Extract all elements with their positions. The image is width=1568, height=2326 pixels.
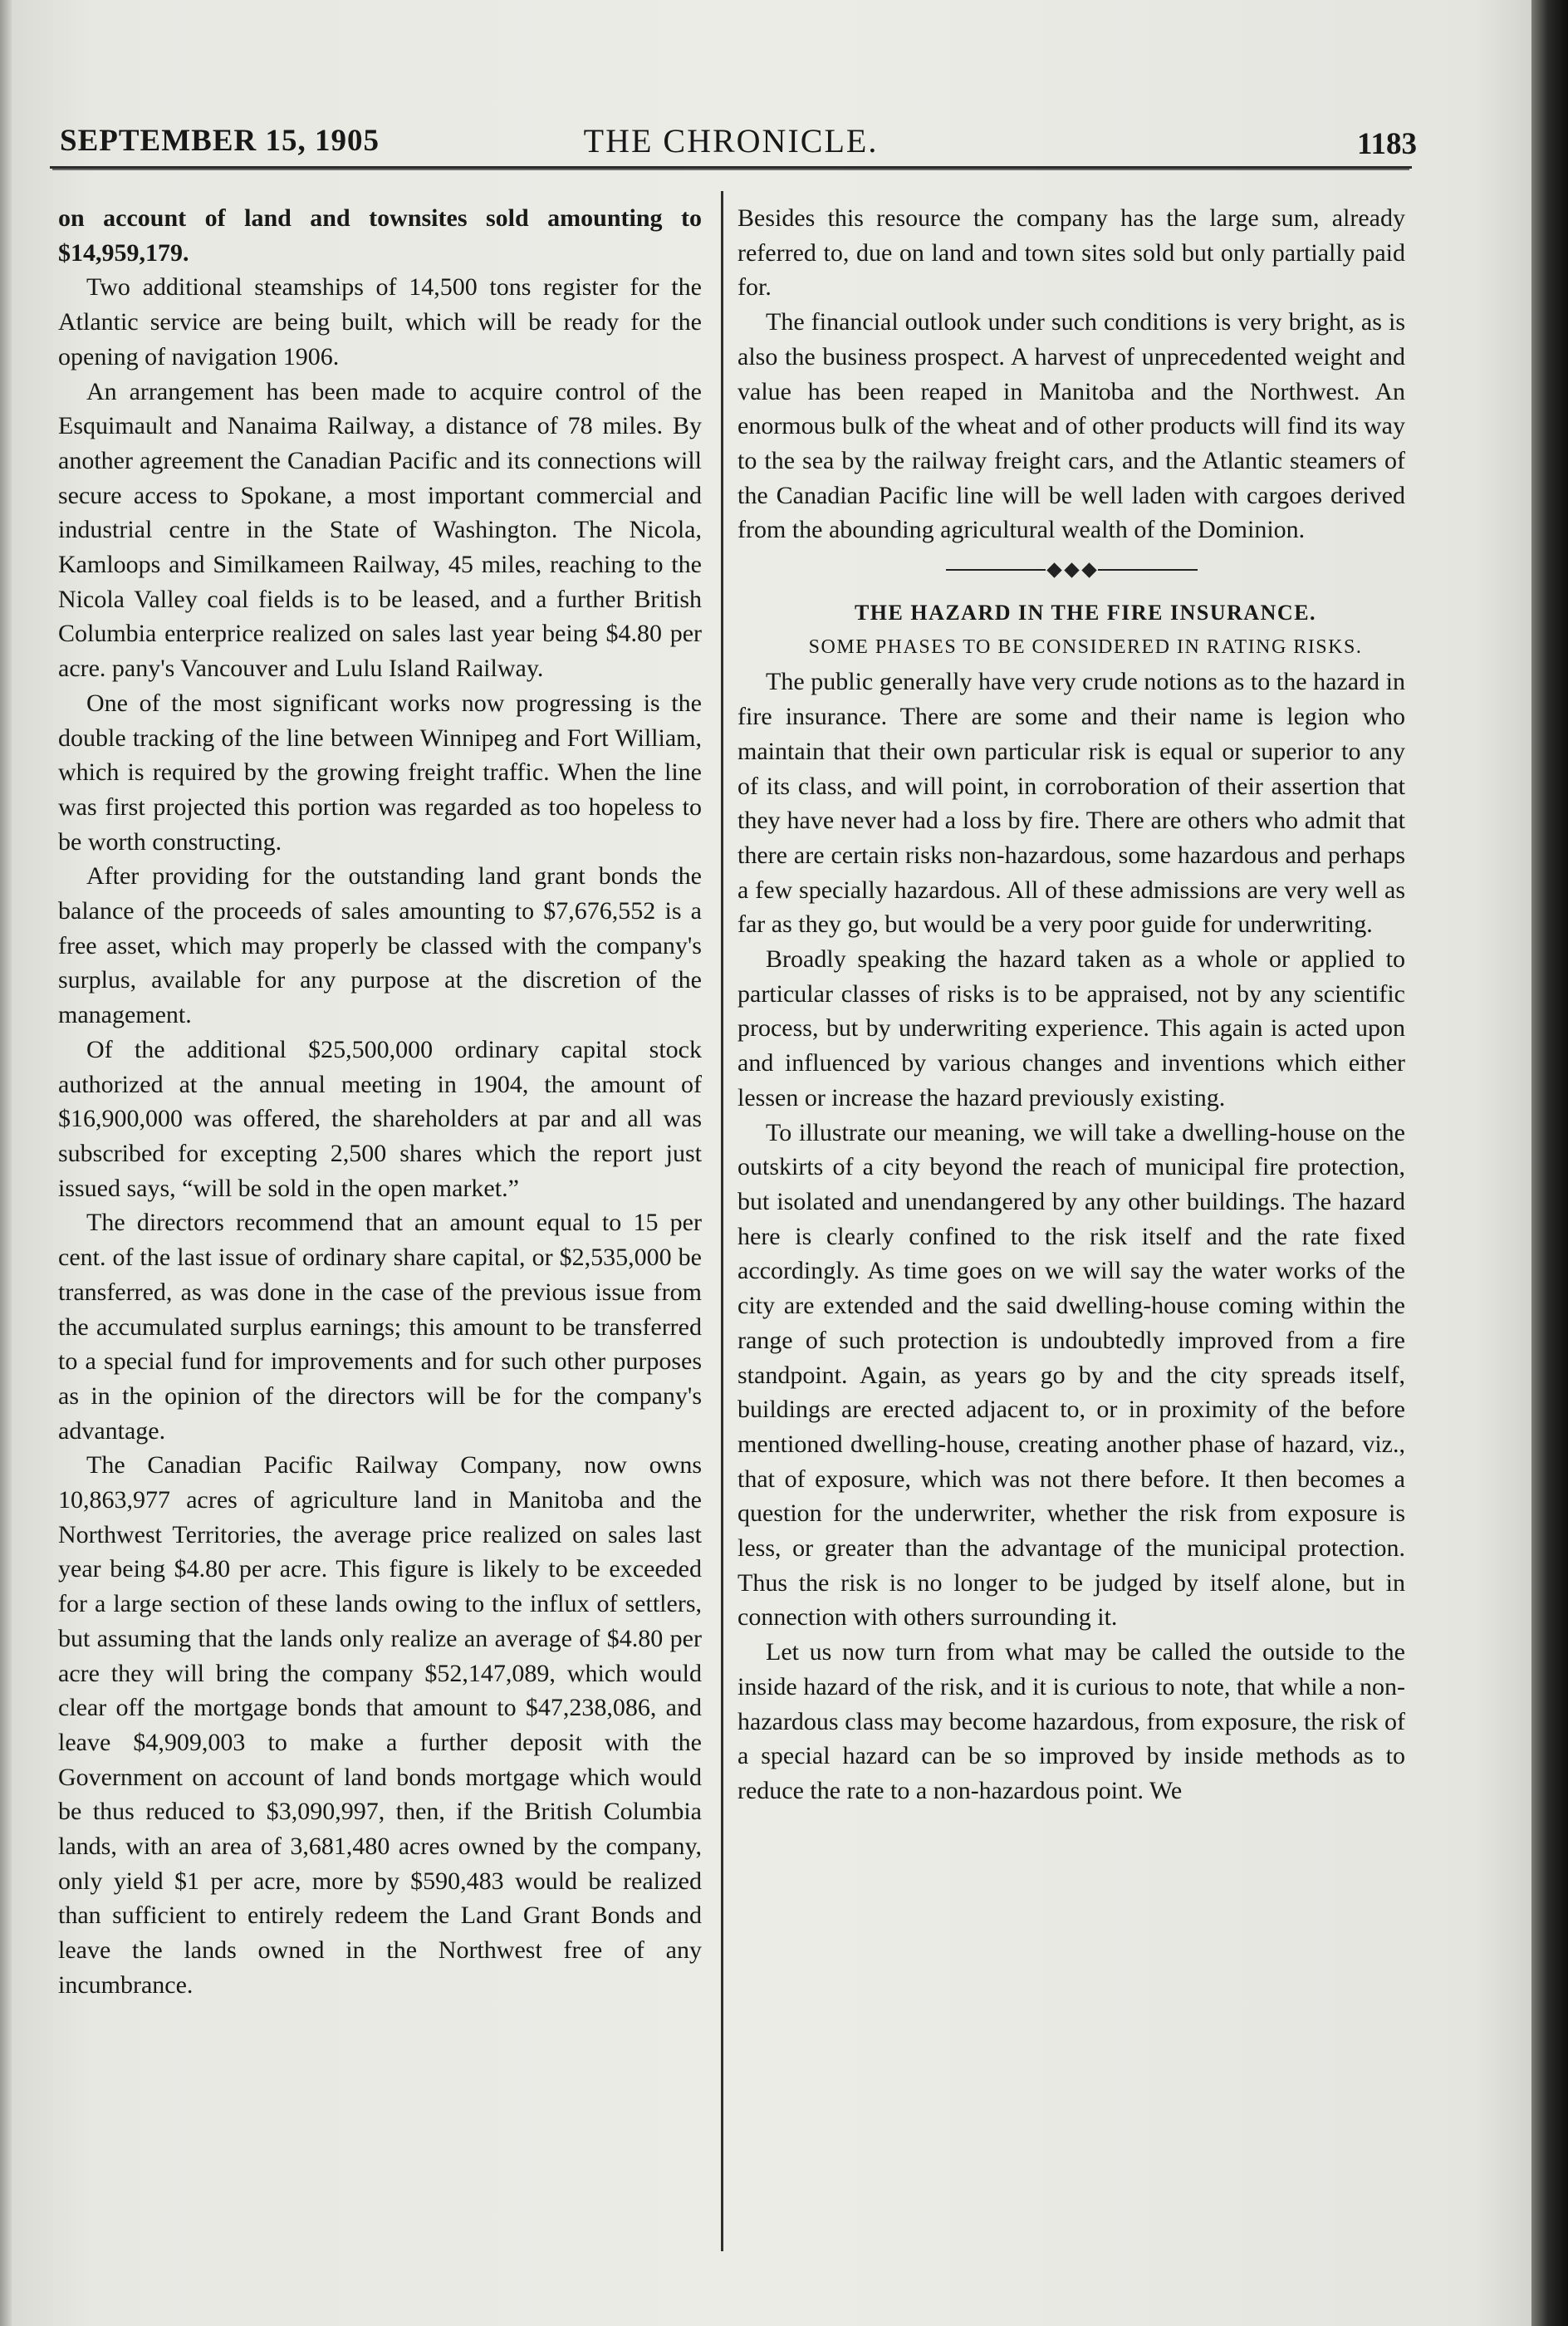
left-page-edge xyxy=(0,0,12,2326)
paragraph: The directors recommend that an amount equal to 15 per cent. of the last issue of ordinary share capital, or $2,535,000 be transferred, as was done in the case of the previous issue from the accumulated surplus earnings; this amount to be transferred to a special fund for improvements and for such other purposes as in the opinion of the directors will be for the company's advantage. xyxy=(58,1209,702,1445)
paragraph: An arrangement has been made to acquire control of the Esquimault and Nanaima Railway, a distance of 78 miles. By another agreement the Canadian Pacific and its connections will secure access to Spokane, a most important commercial and industrial centre in the State of Washington. The Nicola, Kamloops and Similkameen Railway, 45 miles, reaching to the Nicola Valley coal fields is to be leased, and a further British Columbia enterprice realized on sales last year being $4.80 per acre. pany's Vancouver and Lulu Island Railway. xyxy=(58,377,702,683)
paragraph: Two additional steamships of 14,500 tons register for the Atlantic service are being built, which will be ready for the opening of navigation 1906. xyxy=(58,273,702,370)
right-column xyxy=(737,201,1405,1808)
ornament-rule xyxy=(1098,569,1198,571)
paragraph: Besides this resource the company has the large sum, already referred to, due on land and town sites sold but only partially paid for. xyxy=(737,204,1405,302)
column-divider xyxy=(721,191,723,2251)
paragraph: To illustrate our meaning, we will take a dwelling-house on the outskirts of a city beyond the reach of municipal fire protection, but isolated and unendangered by any other buildings. The hazard here is clearly confined to the risk itself and the rate fixed accordingly. As time goes on we will say the water works of the city are extended and the said dwelling-house coming within the range of such protection is undoubtedly improved from a fire standpoint. Again, as years go by and the city spreads itself, buildings are erected adjacent to, or in proximity of the before mentioned dwelling-house, creating another phase of hazard, viz., that of exposure, which was not there before. It then becomes a question for the underwriter, whether the risk from exposure is less, or greater than the advantage of the municipal protection. Thus the risk is no longer to be judged by itself alone, but in connection with others surrounding it. xyxy=(737,1118,1405,1632)
paragraph: on account of land and townsites sold amounting to $14,959,179. xyxy=(58,204,702,267)
paragraph: Let us now turn from what may be called the outside to the inside hazard of the risk, and it is curious to note, that while a non-hazardous class may become hazardous, from exposure, the risk of a special hazard can be so improved by inside methods as to reduce the rate to a non-hazardous point. We xyxy=(737,1638,1405,1804)
section-ornament xyxy=(737,552,1405,587)
running-head xyxy=(50,108,1417,169)
ornament-diamond xyxy=(1046,562,1061,577)
paragraph: After providing for the outstanding land grant bonds the balance of the proceeds of sales amounting to $7,676,552 is a free asset, which may properly be classed with the company's surplus, available for any purpose at the discretion of the management. xyxy=(58,862,702,1029)
ornament-diamond xyxy=(1081,562,1096,577)
section-heading: THE HAZARD IN THE FIRE INSURANCE. xyxy=(854,601,1317,626)
section-subheading: SOME PHASES TO BE CONSIDERED IN RATING RISKS. xyxy=(808,635,1363,658)
paragraph: The financial outlook under such conditions is very bright, as is also the business prospect. A harvest of unprecedented weight and value has been reaped in Manitoba and the Northwest. An enormous bulk of the wheat and of other products will find its way to the sea by the railway freight cars, and the Atlantic steamers of the Canadian Pacific line will be well laden with cargoes derived from the abounding agricultural wealth of the Dominion. xyxy=(737,308,1405,544)
ornament-rule xyxy=(946,569,1046,571)
issue-date: SEPTEMBER 15, 1905 xyxy=(60,124,380,158)
book-binding-shadow xyxy=(1531,0,1568,2326)
page-number: 1183 xyxy=(1357,127,1417,161)
paragraph: The Canadian Pacific Railway Company, now owns 10,863,977 acres of agriculture land in Manitoba and the Northwest Territories, the average price realized on sales last year being $4.80 per acre. This figure is likely to be exceeded for a large section of these lands owing to the influx of settlers, but assuming that the lands only realize an average of $4.80 per acre they will bring the company $52,147,089, which would clear off the mortgage bonds that amount to $47,238,086, and leave $4,909,003 to make a further deposit with the Government on account of land bonds mortgage which would be thus reduced to $3,090,997, then, if the British Columbia lands, with an area of 3,681,480 acres owned by the company, only yield $1 per acre, more by $590,483 would be realized than sufficient to entirely redeem the Land Grant Bonds and leave the lands owned in the Northwest free of any incumbrance. xyxy=(58,1451,702,1999)
left-column xyxy=(58,201,702,2003)
paragraph: The public generally have very crude notions as to the hazard in fire insurance. There are some and their name is legion who maintain that their own particular risk is equal or superior to any of its class, and will point, in corroboration of their assertion that they have never had a loss by fire. There are others who admit that there are certain risks non-hazardous, some hazardous and perhaps a few specially hazardous. All of these admissions are very well as far as they go, but would be a very poor guide for underwriting. xyxy=(737,668,1405,939)
paragraph: One of the most significant works now progressing is the double tracking of the line between Winnipeg and Fort William, which is required by the growing freight traffic. When the line was first projected this portion was regarded as too hopeless to be worth constructing. xyxy=(58,689,702,856)
ornament-diamond xyxy=(1064,562,1079,577)
newspaper-page xyxy=(50,108,1417,2268)
paragraph: Broadly speaking the hazard taken as a whole or applied to particular classes of risks is to be appraised, not by any scientific process, but by underwriting experience. This again is acted upon and influenced by various changes and inventions which either lessen or increase the hazard previously existing. xyxy=(737,945,1405,1111)
publication-title: THE CHRONICLE. xyxy=(583,122,879,159)
paragraph: Of the additional $25,500,000 ordinary capital stock authorized at the annual meeting in 1904, the amount of $16,900,000 was offered, the shareholders at par and all was subscribed for excepting 2,500 shares which the report just issued says, “will be sold in the open market.” xyxy=(58,1035,702,1202)
